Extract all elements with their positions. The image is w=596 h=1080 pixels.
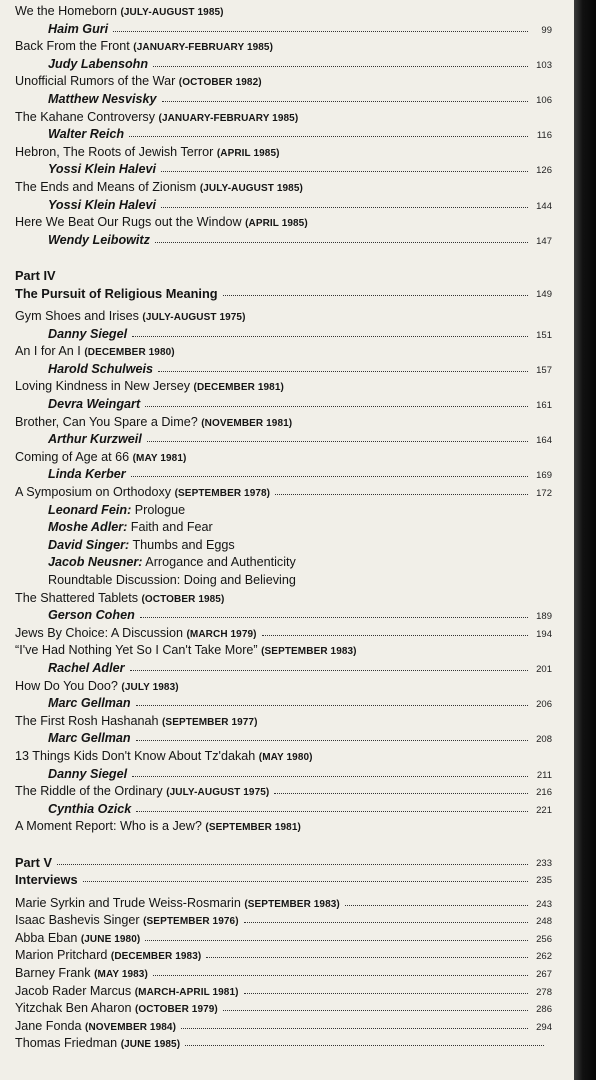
symposium-title: Prologue [131,502,186,517]
toc-entry [0,378,574,396]
dot-leader [223,1010,528,1011]
toc-author [0,730,574,748]
dot-leader [147,441,528,442]
entry-title: A Symposium on Orthodoxy [15,485,172,500]
author-name: Gerson Cohen [48,608,135,623]
page-number: 233 [536,857,552,869]
entry-title: A Moment Report: Who is a Jew? [15,819,202,834]
issue-date: (JANUARY-FEBRUARY 1985) [133,42,274,54]
dot-leader [132,776,528,777]
toc-entry [0,1035,574,1053]
symposium-text [48,502,185,520]
toc-entry [0,983,574,1001]
author-name: Arthur Kurzweil [48,432,142,447]
author-name: Matthew Nesvisky [48,91,157,106]
entry-title: The Ends and Means of Zionism [15,179,197,194]
page-number: 149 [536,288,552,300]
dot-leader [145,406,528,407]
symposium-text [48,519,213,537]
entry-title: “I've Had Nothing Yet So I Can't Take More” [15,643,258,658]
section-title: Interviews [15,872,78,888]
toc-author [0,21,574,39]
dot-leader [132,336,528,337]
part-label: Part V [15,854,52,870]
toc-author [0,396,574,414]
entry-title: Marie Syrkin and Trude Weiss-Rosmarin [15,895,241,910]
dot-leader [145,940,528,941]
toc-author [0,361,574,379]
entry-text [15,343,175,362]
dot-leader [129,136,528,137]
page-number: 106 [536,94,552,106]
page-number: 144 [536,200,552,212]
author-name: Marc Gellman [48,731,131,746]
page-number: 235 [536,875,552,887]
author-name: Marc Gellman [48,696,131,711]
entry-title: Brother, Can You Spare a Dime? [15,414,198,429]
entry-title: Jews By Choice: A Discussion [15,625,183,640]
page-number: 256 [536,933,552,945]
entry-text [15,308,246,327]
entry-text [15,73,262,92]
symposium-author: Jacob Neusner: [48,555,143,570]
dot-leader [153,975,528,976]
dot-leader [153,66,528,67]
entry-text [15,625,257,644]
entry-text [15,965,148,984]
entry-text [15,895,340,914]
dot-leader [244,922,528,923]
dot-leader [131,476,528,477]
dot-leader [181,1028,528,1029]
symposium-author: Moshe Adler: [48,520,128,535]
symposium-text [48,537,235,555]
page-number: 278 [536,986,552,998]
page-number: 116 [536,130,552,142]
entry-title: Gym Shoes and Irises [15,309,139,324]
symposium-text [48,572,296,590]
book-spine-shadow [574,0,596,1080]
dot-leader [161,207,528,208]
toc-entry [0,179,574,197]
toc-author [0,126,574,144]
dot-leader [206,957,528,958]
page-number: 294 [536,1021,552,1033]
dot-leader [223,295,528,296]
entry-text [15,3,224,22]
issue-date: (DECEMBER 1981) [193,382,284,394]
issue-date: (JULY-AUGUST 1985) [120,7,224,18]
toc-entry [0,214,574,232]
entry-title: Barney Frank [15,966,91,981]
entry-text [15,678,179,697]
entry-title: The Riddle of the Ordinary [15,784,163,799]
toc-author [0,695,574,713]
toc-entry [0,818,574,836]
toc-entry [0,590,574,608]
toc-author [0,607,574,625]
spacer [0,836,574,854]
toc-author [0,766,574,784]
page-number: 267 [536,969,552,981]
issue-date: (SEPTEMBER 1981) [205,822,301,834]
dot-leader [130,670,528,671]
symposium-item [0,537,574,555]
symposium-item [0,554,574,572]
symposium-title: Roundtable Discussion: Doing and Believing [48,573,296,587]
entry-text [15,484,270,503]
author-name: Haim Guri [48,21,109,36]
issue-date: (APRIL 1985) [245,218,308,230]
issue-date: (SEPTEMBER 1976) [143,916,239,928]
toc-entry [0,1018,574,1036]
issue-date: (SEPTEMBER 1977) [162,716,258,728]
issue-date: (SEPTEMBER 1978) [174,488,271,500]
toc-entry [0,625,574,643]
author-name: Danny Siegel [48,766,128,781]
toc-entry [0,947,574,965]
toc-author [0,466,574,484]
page-number: 164 [536,435,552,447]
part-heading [0,267,574,285]
spacer [0,249,574,267]
issue-date: (OCTOBER 1985) [141,593,225,605]
page-number: 189 [536,611,552,623]
dot-leader [136,705,528,706]
author-name: Yossi Klein Halevi [48,162,157,177]
toc-author [0,431,574,449]
entry-text [15,947,201,966]
issue-date: (JANUARY-FEBRUARY 1985) [158,112,299,124]
page-number: 161 [536,400,552,412]
entry-title: Coming of Age at 66 [15,449,130,464]
entry-text [15,748,313,767]
issue-date: (OCTOBER 1979) [134,1004,218,1016]
symposium-author: David Singer: [48,537,130,552]
toc-author [0,801,574,819]
entry-text [15,783,269,802]
section-heading [0,871,574,889]
entry-text [15,713,258,732]
section-title: The Pursuit of Religious Meaning [15,285,218,301]
entry-title: How Do You Doo? [15,678,118,693]
issue-date: (JULY-AUGUST 1975) [166,787,270,799]
page-number: 248 [536,916,552,928]
toc-entry [0,965,574,983]
page-number: 157 [536,364,552,376]
author-name: Wendy Leibowitz [48,232,150,247]
entry-title: An I for An I [15,344,81,359]
entry-title: 13 Things Kids Don't Know About Tz'dakah [15,748,256,763]
entry-text [15,1018,176,1037]
dot-leader [136,740,528,741]
symposium-title: Thumbs and Eggs [129,537,235,552]
entry-text [15,38,273,57]
toc-entry [0,144,574,162]
entry-text [15,449,186,468]
entry-title: Yitzchak Ben Aharon [15,1001,132,1016]
issue-date: (MAY 1981) [132,452,187,464]
page-number: 151 [536,329,552,341]
issue-date: (DECEMBER 1980) [84,347,175,359]
toc-author [0,197,574,215]
toc-entry [0,3,574,21]
toc-author [0,326,574,344]
entry-text [15,983,239,1002]
entry-text [15,144,280,163]
dot-leader [345,905,528,906]
entry-title: We the Homeborn [15,4,117,18]
dot-leader [140,617,528,618]
dot-leader [155,242,528,243]
issue-date: (NOVEMBER 1984) [85,1021,176,1033]
dot-leader [262,635,528,636]
page-number: 211 [536,769,552,781]
dot-leader [162,101,528,102]
entry-title: Hebron, The Roots of Jewish Terror [15,144,214,159]
toc-author [0,232,574,250]
issue-date: (MAY 1983) [94,969,148,981]
symposium-text [48,554,296,572]
issue-date: (JULY-AUGUST 1975) [142,312,246,324]
page-number: 286 [536,1004,552,1016]
dot-leader [161,171,528,172]
entry-text [15,414,292,433]
entry-text [15,930,140,949]
author-name: Cynthia Ozick [48,801,132,816]
entry-text [15,378,284,397]
page-number: 216 [536,787,552,799]
dot-leader [57,864,528,865]
entry-title: The Kahane Controversy [15,109,156,124]
page-number: 208 [536,734,552,746]
author-name: Harold Schulweis [48,361,153,376]
symposium-item [0,502,574,520]
entry-text [15,912,239,931]
page-number: 206 [536,699,552,711]
issue-date: (JULY-AUGUST 1985) [199,182,303,194]
entry-title: Loving Kindness in New Jersey [15,379,191,394]
entry-text [15,642,357,661]
toc-entry [0,912,574,930]
entry-text [15,179,303,198]
page-number: 172 [536,488,552,500]
page-number: 99 [541,24,552,36]
part-label: Part IV [15,267,56,283]
toc-entry [0,783,574,801]
entry-text [15,818,301,837]
entry-title: Back From the Front [15,39,130,54]
symposium-title: Arrogance and Authenticity [142,555,296,570]
toc-entry [0,1000,574,1018]
author-name: Devra Weingart [48,397,141,412]
page-number: 221 [536,804,552,816]
toc-entry [0,748,574,766]
page-number: 169 [536,470,552,482]
issue-date: (SEPTEMBER 1983) [261,646,357,658]
toc-entry [0,484,574,502]
toc-author [0,56,574,74]
section-heading [0,285,574,303]
entry-title: Marion Pritchard [15,948,108,963]
entry-text [15,214,308,233]
toc-entry [0,713,574,731]
toc-entry [0,678,574,696]
issue-date: (SEPTEMBER 1983) [244,898,340,910]
issue-date: (OCTOBER 1982) [178,77,262,89]
toc-entry [0,930,574,948]
page-number: 243 [536,898,552,910]
page-number: 147 [536,235,552,247]
author-name: Walter Reich [48,127,125,142]
entry-title: Isaac Bashevis Singer [15,913,140,928]
toc-entry [0,308,574,326]
toc-entry [0,642,574,660]
entry-text [15,1035,180,1054]
dot-leader [136,811,528,812]
dot-leader [275,494,528,495]
entry-title: The Shattered Tablets [15,590,138,605]
toc-entry [0,109,574,127]
entry-text [15,109,298,128]
toc-entry [0,343,574,361]
toc-author [0,91,574,109]
dot-leader [83,881,528,882]
issue-date: (MARCH 1979) [186,628,257,640]
page-number: 103 [536,59,552,71]
toc-entry [0,73,574,91]
symposium-author: Leonard Fein: [48,502,132,517]
dot-leader [244,993,528,994]
dot-leader [113,31,528,32]
issue-date: (JUNE 1985) [120,1039,181,1051]
entry-title: The First Rosh Hashanah [15,713,159,728]
issue-date: (NOVEMBER 1981) [201,417,293,429]
page-number: 262 [536,951,552,963]
dot-leader [158,371,528,372]
issue-date: (MARCH-APRIL 1981) [134,986,239,998]
issue-date: (JULY 1983) [121,681,179,693]
dot-leader [185,1045,544,1046]
issue-date: (APRIL 1985) [216,147,280,159]
page-number: 126 [536,165,552,177]
author-name: Rachel Adler [48,660,125,675]
symposium-item [0,519,574,537]
part-heading [0,854,574,872]
toc-author [0,660,574,678]
page-number: 201 [536,663,552,675]
toc-author [0,161,574,179]
toc-entry [0,895,574,913]
toc-entry [0,38,574,56]
author-name: Yossi Klein Halevi [48,197,157,212]
symposium-title: Faith and Fear [127,520,213,535]
entry-title: Jacob Rader Marcus [15,983,132,998]
entry-title: Unofficial Rumors of the War [15,74,176,89]
entry-title: Abba Eban [15,930,78,945]
author-name: Danny Siegel [48,326,128,341]
issue-date: (DECEMBER 1983) [110,951,202,963]
issue-date: (MAY 1980) [258,751,313,763]
author-name: Linda Kerber [48,467,126,482]
dot-leader [274,793,528,794]
issue-date: (JUNE 1980) [80,933,141,945]
entry-text [15,590,224,609]
entry-title: Thomas Friedman [15,1036,118,1051]
page-number: 194 [536,628,552,640]
toc-entry [0,449,574,467]
entry-title: Here We Beat Our Rugs out the Window [15,215,242,230]
toc-entry [0,414,574,432]
symposium-item [0,572,574,590]
entry-text [15,1000,218,1019]
author-name: Judy Labensohn [48,56,149,71]
entry-title: Jane Fonda [15,1018,82,1033]
